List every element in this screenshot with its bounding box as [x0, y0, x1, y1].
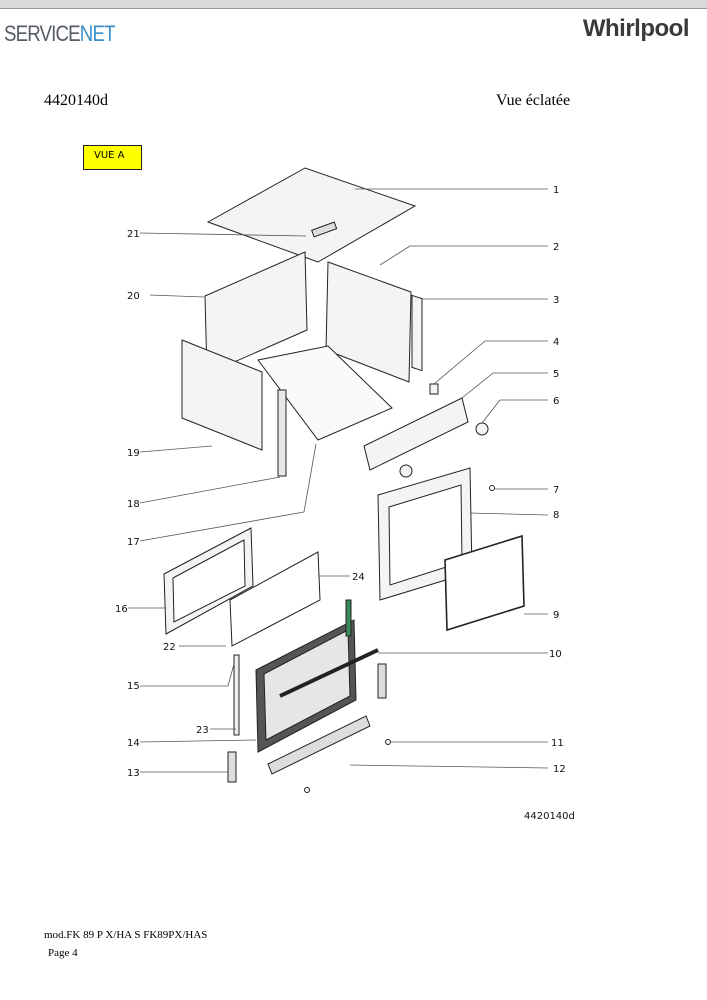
callout-label: 17 — [127, 537, 140, 548]
footer-model: mod.FK 89 P X/HA S FK89PX/HAS — [44, 929, 208, 941]
leader-14 — [140, 740, 256, 742]
leader-15b — [228, 664, 234, 686]
figure-code: 4420140d — [524, 811, 575, 822]
leader-17a — [140, 512, 304, 541]
callout-label: 23 — [196, 725, 209, 736]
footer-page-number: Page 4 — [48, 947, 78, 959]
part-hinge-left — [228, 752, 236, 782]
callout-label: 19 — [127, 448, 140, 459]
leader-12 — [350, 765, 548, 768]
part-knob-right — [476, 423, 488, 435]
leader-4a — [434, 341, 485, 384]
leader-2a — [380, 246, 410, 265]
servicenet-logo-service: SERVICE — [4, 21, 80, 46]
part-right-upright — [412, 295, 422, 370]
callout-label: 7 — [553, 485, 560, 496]
callout-label: 9 — [553, 610, 560, 621]
part-screw-bottom — [305, 788, 310, 793]
callout-label: 14 — [127, 738, 140, 749]
callout-label: 4 — [553, 337, 560, 348]
part-left-upright — [278, 390, 286, 476]
callout-label: 8 — [553, 510, 560, 521]
view-title: Vue éclatée — [496, 92, 571, 109]
part-screw-11 — [386, 740, 391, 745]
part-side-strip-right — [346, 600, 351, 636]
whirlpool-logo: Whirlpool — [582, 15, 689, 42]
leader-5a — [462, 373, 493, 398]
part-left-side-panel — [182, 340, 262, 450]
callout-label: 1 — [553, 185, 560, 196]
callout-label: 21 — [127, 229, 140, 240]
callout-label: 12 — [553, 764, 566, 775]
part-bracket — [430, 384, 438, 394]
callout-label: 22 — [163, 642, 176, 653]
callout-label: 20 — [127, 291, 140, 302]
leader-18 — [140, 477, 280, 503]
servicenet-logo-net: NET — [79, 21, 115, 46]
callout-label: 11 — [551, 738, 564, 749]
leader-19 — [140, 446, 212, 452]
view-tag: VUE A — [83, 145, 142, 170]
callout-label: 10 — [549, 649, 562, 660]
leader-6a — [482, 400, 500, 423]
callout-label: 5 — [553, 369, 560, 380]
callout-label: 15 — [127, 681, 140, 692]
callout-label: 6 — [553, 396, 560, 407]
leader-20 — [150, 295, 204, 297]
callout-label: 3 — [553, 295, 560, 306]
leader-17b — [304, 444, 316, 512]
part-knob-left — [400, 465, 412, 477]
part-side-strip-left — [234, 655, 239, 735]
callout-label: 24 — [352, 572, 365, 583]
callout-label: 16 — [115, 604, 128, 615]
document-id: 4420140d — [44, 92, 108, 109]
part-hinge-right — [378, 664, 386, 698]
callout-label: 13 — [127, 768, 140, 779]
part-screw-7 — [490, 486, 495, 491]
callout-label: 2 — [553, 242, 560, 253]
part-top-panel — [208, 168, 415, 262]
leader-8 — [470, 513, 548, 515]
callout-label: 18 — [127, 499, 140, 510]
